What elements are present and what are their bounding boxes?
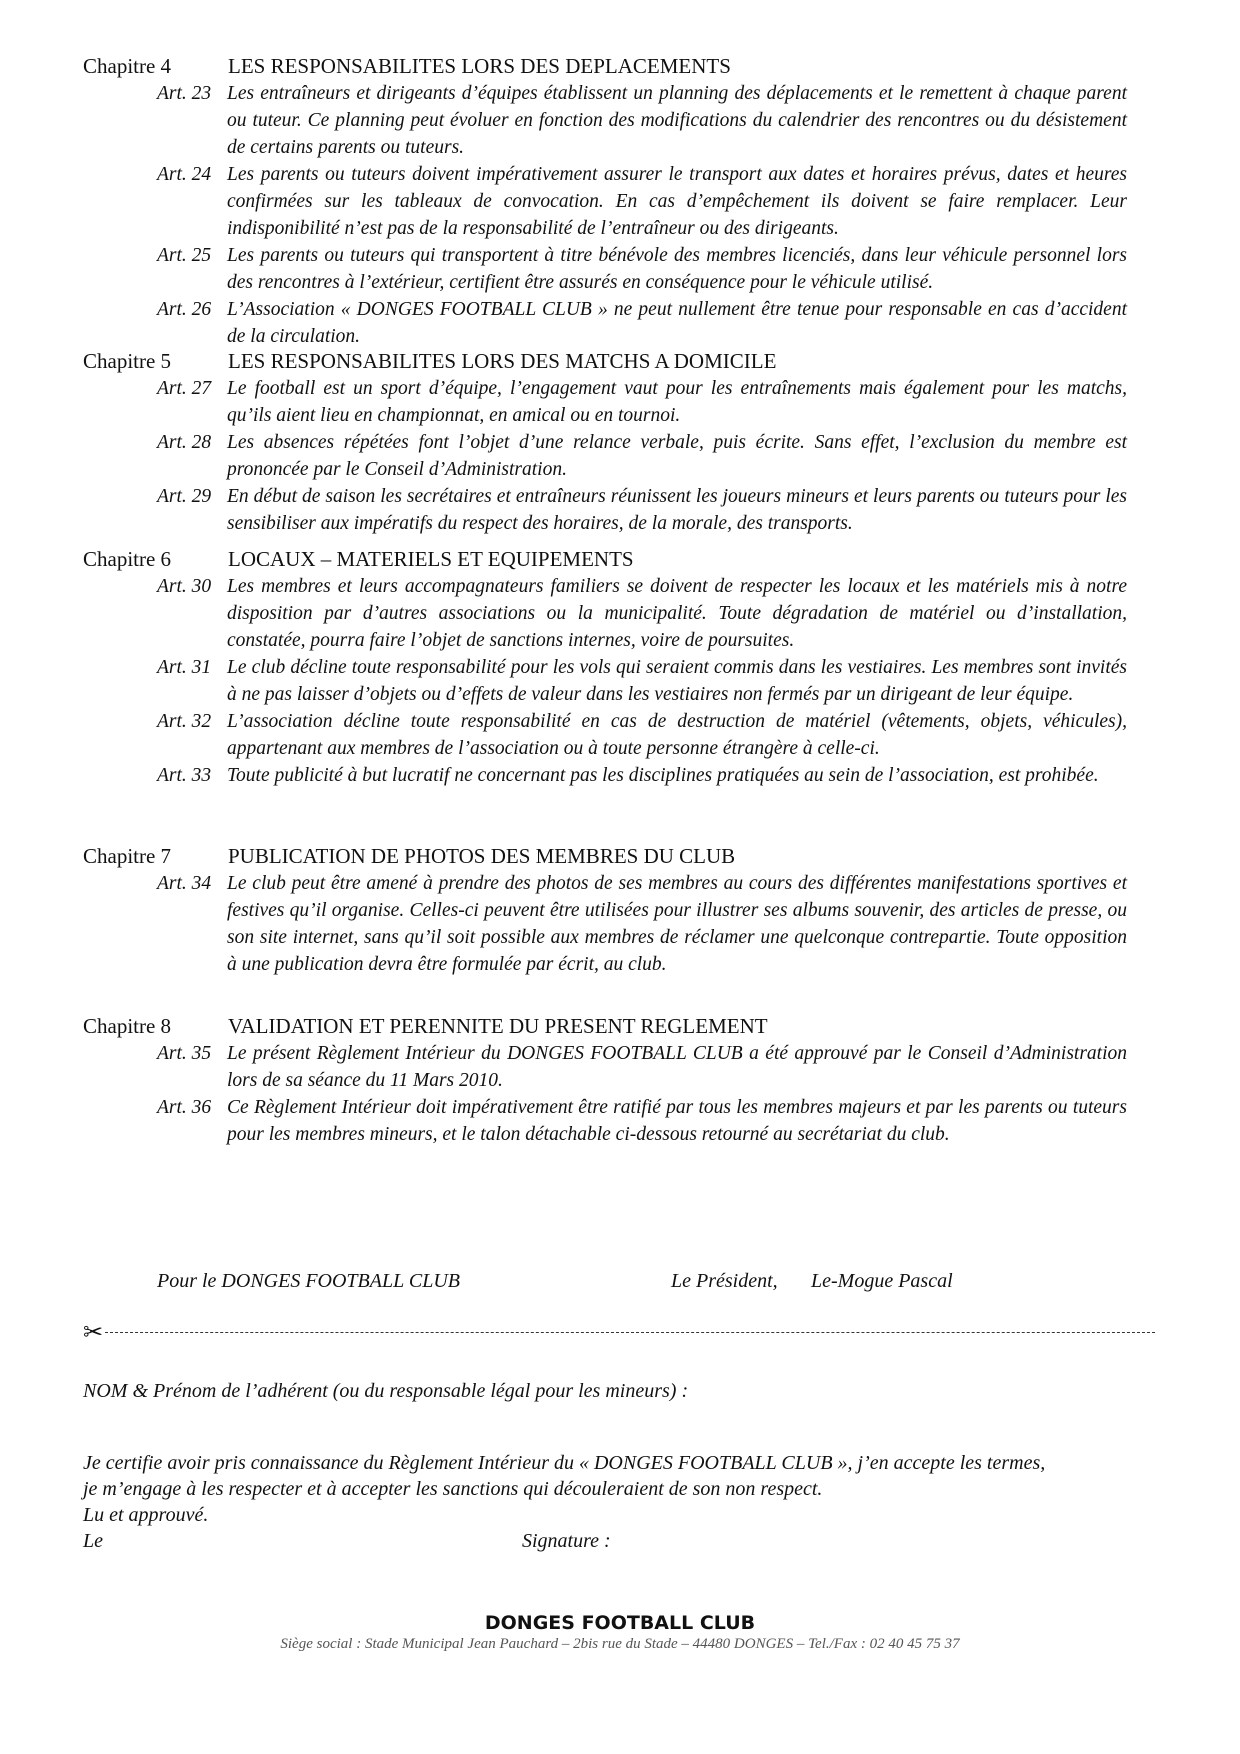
article-text: Le football est un sport d’équipe, l’engagement vaut pour les entraînements mais également pour les matchs, qu’ils aient lieu en championnat, en amical ou en tournoi. <box>227 378 1127 426</box>
article-33 <box>157 762 1183 789</box>
chapter-6 <box>83 546 1183 789</box>
article-text: Les absences répétées font l’objet d’une relance verbale, puis écrite. Sans effet, l’exclusion du membre est prononcée par le Conseil d’Administration. <box>227 432 1127 480</box>
page-footer <box>0 1612 1240 1653</box>
chapter-title: VALIDATION ET PERENNITE DU PRESENT REGLEMENT <box>228 1014 768 1038</box>
article-number: Art. 26 <box>157 299 212 320</box>
chapter-title: LES RESPONSABILITES LORS DES MATCHS A DOMICILE <box>228 349 777 373</box>
dashed-separator <box>105 1332 1155 1333</box>
certify-line-1: Je certifie avoir pris connaissance du Règlement Intérieur du « DONGES FOOTBALL CLUB », j’en accepte les termes, <box>83 1452 1046 1474</box>
article-number: Art. 25 <box>157 245 212 266</box>
chapter-8 <box>83 1013 1183 1148</box>
chapter-heading <box>83 53 1183 80</box>
chapter-title: PUBLICATION DE PHOTOS DES MEMBRES DU CLUB <box>228 844 736 868</box>
article-text: L’association décline toute responsabilité en cas de destruction de matériel (vêtements, objets, véhicules), appartenant aux membres de l’association ou à toute personne étrangère à celle-ci. <box>227 711 1127 759</box>
chapter-number: Chapitre 5 <box>83 349 172 373</box>
article-25 <box>157 242 1183 296</box>
article-number: Art. 30 <box>157 576 212 597</box>
article-text: Ce Règlement Intérieur doit impérativement être ratifié par tous les membres majeurs et par les parents ou tuteurs pour les membres mineurs, et le talon détachable ci-dessous retourné au secrétariat du club. <box>227 1097 1127 1145</box>
article-text: Les entraîneurs et dirigeants d’équipes établissent un planning des déplacements et le remettent à chaque parent ou tuteur. Ce planning peut évoluer en fonction des modifications du calendrier des rencontres ou du désistement de certains parents ou tuteurs. <box>227 83 1127 158</box>
read-approved-label: Lu et approuvé. <box>83 1504 209 1526</box>
article-text: Le présent Règlement Intérieur du DONGES FOOTBALL CLUB a été approuvé par le Conseil d’Administration lors de sa séance du 11 Mars 2010. <box>227 1043 1127 1091</box>
article-number: Art. 29 <box>157 486 212 507</box>
footer-address: Siège social : Stade Municipal Jean Pauchard – 2bis rue du Stade – 44480 DONGES – Tel./Fax : 02 40 45 75 37 <box>280 1636 960 1652</box>
president-name: Le-Mogue Pascal <box>811 1270 953 1292</box>
chapter-heading <box>83 1013 1183 1040</box>
article-number: Art. 34 <box>157 873 212 894</box>
club-signature-row <box>157 1270 953 1293</box>
article-number: Art. 35 <box>157 1043 212 1064</box>
chapter-5 <box>83 348 1183 537</box>
chapter-heading <box>83 348 1183 375</box>
chapter-number: Chapitre 7 <box>83 844 172 868</box>
article-27 <box>157 375 1183 429</box>
article-text: Toute publicité à but lucratif ne concernant pas les disciplines pratiquées au sein de l’association, est prohibée. <box>227 765 1099 786</box>
article-35 <box>157 1040 1183 1094</box>
article-text: En début de saison les secrétaires et entraîneurs réunissent les joueurs mineurs et leurs parents ou tuteurs pour les sensibiliser aux impératifs du respect des horaires, de la morale, des transports. <box>227 486 1127 534</box>
article-number: Art. 33 <box>157 765 212 786</box>
chapter-title: LOCAUX – MATERIELS ET EQUIPEMENTS <box>228 547 634 571</box>
article-34 <box>157 870 1183 978</box>
chapter-7 <box>83 843 1183 978</box>
chapter-number: Chapitre 4 <box>83 54 172 78</box>
chapter-4 <box>83 53 1183 350</box>
article-31 <box>157 654 1183 708</box>
chapter-heading <box>83 843 1183 870</box>
member-name-label: NOM & Prénom de l’adhérent (ou du responsable légal pour les mineurs) : <box>83 1380 689 1402</box>
scissors-icon: ✂ <box>83 1320 104 1346</box>
chapter-number: Chapitre 8 <box>83 1014 172 1038</box>
article-text: Les parents ou tuteurs qui transportent à titre bénévole des membres licenciés, dans leur véhicule personnel lors des rencontres à l’extérieur, certifient être assurés en conséquence pour le véhicule utilisé. <box>227 245 1127 293</box>
signature-field-label: Signature : <box>522 1530 611 1552</box>
chapter-title: LES RESPONSABILITES LORS DES DEPLACEMENTS <box>228 54 731 78</box>
article-text: Le club décline toute responsabilité pour les vols qui seraient commis dans les vestiaires. Les membres sont invités à ne pas laisser d’objets ou d’effets de valeur dans les vestiaires non fermés par un dirigeant de leur équipe. <box>227 657 1127 705</box>
date-field-label: Le <box>83 1530 103 1552</box>
article-32 <box>157 708 1183 762</box>
article-number: Art. 24 <box>157 164 212 185</box>
article-text: Les parents ou tuteurs doivent impérativement assurer le transport aux dates et horaires prévus, dates et heures confirmées sur les tableaux de convocation. En cas d’empêchement ils doivent se faire remplacer. Leur indisponibilité n’est pas de la responsabilité de l’entraîneur ou des dirigeants. <box>227 164 1127 239</box>
article-29 <box>157 483 1183 537</box>
chapter-number: Chapitre 6 <box>83 547 172 571</box>
footer-club-name: DONGES FOOTBALL CLUB <box>484 1612 756 1634</box>
cut-line <box>83 1318 1173 1348</box>
article-number: Art. 28 <box>157 432 212 453</box>
article-28 <box>157 429 1183 483</box>
article-number: Art. 36 <box>157 1097 212 1118</box>
certify-line-2: je m’engage à les respecter et à accepter les sanctions qui découleraient de son non respect. <box>83 1478 823 1500</box>
article-30 <box>157 573 1183 654</box>
article-23 <box>157 80 1183 161</box>
president-label: Le Président, <box>671 1270 778 1292</box>
article-number: Art. 31 <box>157 657 212 678</box>
article-number: Art. 32 <box>157 711 212 732</box>
article-text: Le club peut être amené à prendre des photos de ses membres au cours des différentes manifestations sportives et festives qu’il organise. Celles-ci peuvent être utilisées pour illustrer ses albums souvenir, des articles de presse, ou son site internet, sans qu’il soit possible aux membres de réclamer une quelconque contrepartie. Toute opposition à une publication devra être formulée par écrit, au club. <box>227 873 1127 975</box>
chapter-heading <box>83 546 1183 573</box>
article-text: Les membres et leurs accompagnateurs familiers se doivent de respecter les locaux et les matériels mis à notre disposition par d’autres associations ou la municipalité. Toute dégradation de matériel ou d’installation, constatée, pourra faire l’objet de sanctions internes, voire de poursuites. <box>227 576 1127 651</box>
article-number: Art. 23 <box>157 83 212 104</box>
for-club-label: Pour le DONGES FOOTBALL CLUB <box>157 1270 460 1292</box>
article-24 <box>157 161 1183 242</box>
article-36 <box>157 1094 1183 1148</box>
article-text: L’Association « DONGES FOOTBALL CLUB » ne peut nullement être tenue pour responsable en cas d’accident de la circulation. <box>227 299 1127 347</box>
article-26 <box>157 296 1183 350</box>
article-number: Art. 27 <box>157 378 212 399</box>
